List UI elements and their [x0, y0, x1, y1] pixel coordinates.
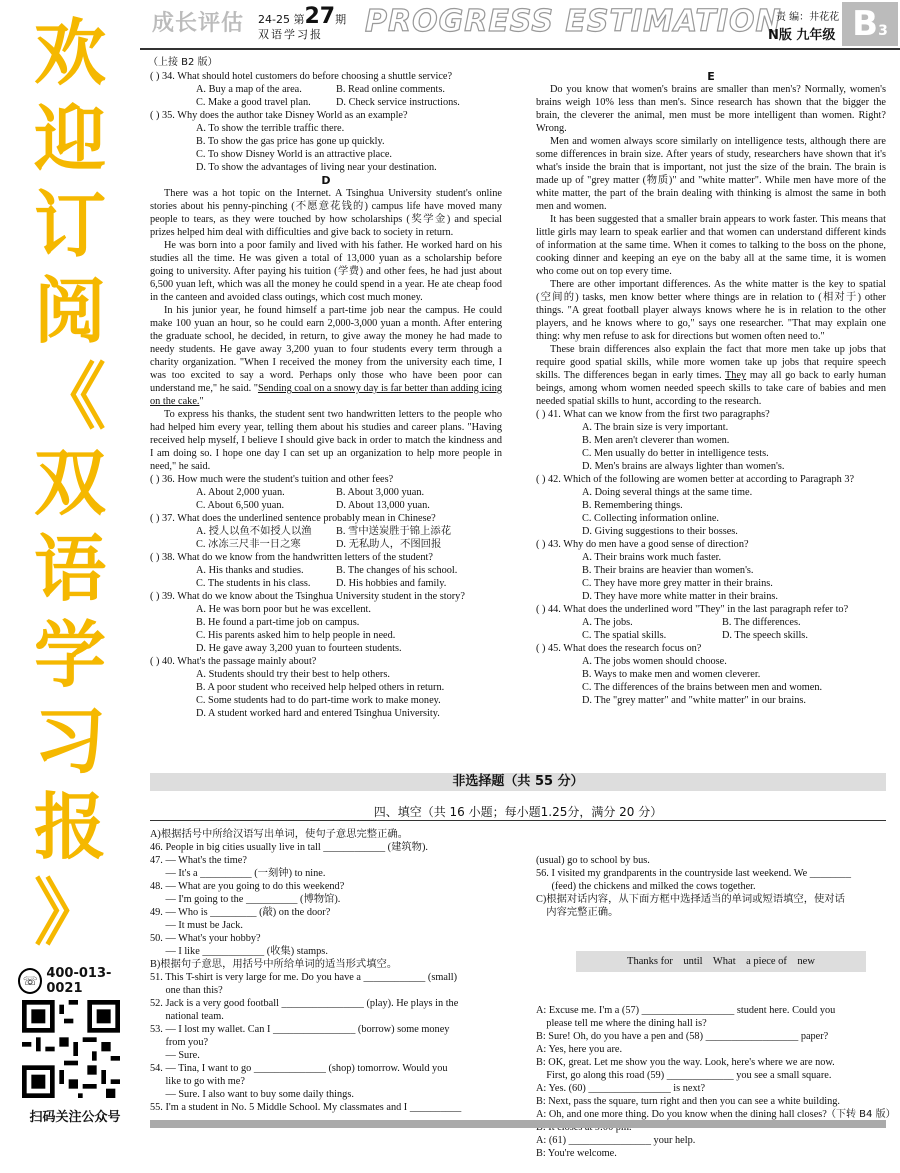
fill-in-line: from you?	[150, 1037, 209, 1048]
paragraph-text: In his junior year, he found himself a part-time job near the campus. He could make 100 yuan an hour, so he could earn 2,000-3,000 yuan a month. After entering the graduate school, he decided, in return, to give away the money he had made to needy students. He gave away 3,200 yuan to four students every term through a charity organization. "When I received the money from the university each time, I was too excited to say a word. Perhaps only those who have been poor can understand me," he said. "	[150, 305, 502, 394]
right-column	[536, 70, 886, 707]
option: D. Giving suggestions to their bosses.	[582, 526, 738, 537]
option: B. Men aren't cleverer than women.	[582, 435, 730, 446]
option: C. Collecting information online.	[582, 513, 719, 524]
option: D. Men's brains are always lighter than women's.	[582, 461, 785, 472]
dialogue-line: B: You're welcome.	[536, 1148, 617, 1159]
option: A. The jobs.	[582, 617, 633, 628]
options-row	[150, 538, 502, 551]
option: A. To show the terrible traffic there.	[196, 123, 345, 134]
passage-d-title: D	[321, 174, 331, 187]
option: B. Ways to make men and women cleverer.	[582, 669, 761, 680]
dialogue-line: First, go along this road (59) _____________ you see a small square.	[536, 1070, 832, 1081]
dialogue	[536, 1004, 886, 1160]
underlined-sentence: Sending coal on a snowy day is far better than adding icing on the cake.	[150, 383, 503, 407]
passage-e-title: E	[707, 70, 715, 83]
slogan-char: 迎	[33, 97, 106, 181]
fill-in-line: national team.	[150, 1011, 224, 1022]
fill-in-line: (usual) go to school by bus.	[536, 855, 650, 866]
fill-in-line: — Sure. I also want to buy some daily things.	[150, 1089, 354, 1100]
fill-in-left-column	[150, 828, 502, 1114]
fill-in-line: 54. — Tina, I want to go ______________ (shop) tomorrow. Would you	[150, 1063, 448, 1074]
option: B. He found a part-time job on campus.	[196, 617, 360, 628]
options-row	[150, 564, 502, 577]
phone-text: 400-013-0021	[46, 966, 112, 996]
page-letter: B	[852, 4, 879, 44]
dialogue-line: A: Yes, here you are.	[536, 1044, 623, 1055]
dialogue-line: A: (61) ________________ your help.	[536, 1135, 696, 1146]
option: D. To show the advantages of living near your destination.	[196, 162, 437, 173]
fill-in-line: one than this?	[150, 985, 223, 996]
subsection-title: 四、填空（共 16 小题；每小题1.25分，满分 20 分）	[150, 803, 886, 821]
passage-paragraph	[536, 343, 886, 408]
fill-in-line: B)根据句子意思，用括号中所给单词的适当形式填空。	[150, 959, 398, 970]
option: A. Doing several things at the same time.	[582, 487, 753, 498]
option: C. The spatial skills.	[582, 630, 667, 641]
options-row	[536, 629, 886, 642]
fill-in-line: — I'm going to the __________ (博物馆).	[150, 894, 341, 905]
paragraph-text: "	[199, 396, 204, 407]
option: B. Remembering things.	[582, 500, 683, 511]
option: A. The jobs women should choose.	[582, 656, 727, 667]
option: D. The "grey matter" and "white matter" in our brains.	[582, 695, 806, 706]
passage-paragraph: To express his thanks, the student sent two handwritten letters to the people who had helped him every year, telling them about his studies and career plans. "Having received help myself, I believe I should give back in order to match the kindness and I am doing so. I hope one day I can set up an organization to help more people in need," he said.	[150, 409, 502, 472]
option: C. Make a good travel plan.	[196, 97, 311, 108]
option: B. About 3,000 yuan.	[336, 487, 425, 498]
passage-paragraph	[150, 304, 502, 408]
left-promo-band	[0, 0, 140, 1131]
option: D. The speech skills.	[722, 630, 808, 641]
slogan-char: 学	[33, 613, 106, 697]
dialogue-line: B: Sure! Oh, do you have a pen and (58) __________________ paper?	[536, 1031, 829, 1042]
option: A. Students should try their best to help others.	[196, 669, 390, 680]
options-row	[150, 486, 502, 499]
fill-in-line: 内容完整正确。	[536, 907, 619, 918]
editor-credit: 责 编：井花花	[776, 12, 840, 23]
question-37: ( ) 37. What does the underlined sentence probably mean in Chinese?	[150, 513, 436, 524]
left-column	[150, 70, 502, 720]
option: C. His parents asked him to help people in need.	[196, 630, 396, 641]
question-43: ( ) 43. Why do men have a good sense of direction?	[536, 539, 749, 550]
passage-paragraph: There was a hot topic on the Internet. A Tsinghua University student's online stories about his penny-pinching (不愿意花钱的) campus life have moved many people to tears, as they were touched by how scholarships (奖学金) and special prizes helped him deal with difficulties and give back to society in return.	[150, 188, 502, 238]
fill-in-line: C)根据对话内容，从下面方框中选择适当的单词或短语填空，使对话	[536, 894, 845, 905]
option: D. His hobbies and family.	[336, 578, 447, 589]
dialogue-line: A: Oh, and one more thing. Do you know when the dining hall closes?	[536, 1109, 827, 1120]
slogan-char: 双	[33, 441, 106, 525]
dialogue-line: A: Excuse me. I'm a (57) __________________ student here. Could you	[536, 1005, 836, 1016]
option: A. He was born poor but he was excellent.	[196, 604, 371, 615]
issue-no: 27	[304, 4, 336, 29]
option: A. The brain size is very important.	[582, 422, 729, 433]
qr-caption: 扫码关注公众号	[29, 1110, 121, 1125]
option: A. Buy a map of the area.	[196, 84, 302, 95]
fill-in-line: — It must be Jack.	[150, 920, 243, 931]
fill-in-line: 56. I visited my grandparents in the countryside last weekend. We ________	[536, 868, 851, 879]
continued-to-note: （下转 B4 版）	[826, 1109, 896, 1120]
paragraph-text: may all go back to early human beings, among whom women needed speech skills to take care of babies and men needed spatial skills to hunt, according to the research.	[536, 370, 887, 407]
fill-in-line: 52. Jack is a very good football ________________ (play). He plays in the	[150, 998, 459, 1009]
paper-name: 双语学习报	[258, 28, 323, 41]
slogan-char: 报	[33, 785, 106, 869]
option: B. The differences.	[722, 617, 801, 628]
option: D. He gave away 3,200 yuan to fourteen students.	[196, 643, 402, 654]
fill-in-line: like to go with me?	[150, 1076, 245, 1087]
option: B. The changes of his school.	[336, 565, 458, 576]
option: B. 雪中送炭胜于锦上添花	[336, 526, 451, 537]
option: D. 无私助人，不图回报	[336, 539, 442, 550]
slogan-char: 习	[33, 699, 106, 783]
fill-in-line: — Sure.	[150, 1050, 200, 1061]
word-choice-box: Thanks for until What a piece of new	[576, 951, 866, 972]
option: D. Check service instructions.	[336, 97, 460, 108]
question-42: ( ) 42. Which of the following are women better at according to Paragraph 3?	[536, 474, 855, 485]
fill-in-line: — I like ____________ (收集) stamps.	[150, 946, 328, 957]
option: A. 授人以鱼不如授人以渔	[196, 526, 312, 537]
phone-number	[18, 966, 140, 996]
option: B. A poor student who received help helped others in return.	[196, 682, 445, 693]
continued-from-note: （上接 B2 版）	[148, 57, 218, 68]
option: B. Their brains are heavier than women's.	[582, 565, 754, 576]
underlined-word: They	[725, 370, 747, 381]
fill-in-line: A)根据括号中所给汉语写出单词，使句子意思完整正确。	[150, 829, 408, 840]
option: A. About 2,000 yuan.	[196, 487, 285, 498]
option: C. 冰冻三尺非一日之寒	[196, 539, 301, 550]
fill-in-line: 46. People in big cities usually live in tall ____________ (建筑物).	[150, 842, 428, 853]
fill-in-line: 48. — What are you going to do this weekend?	[150, 881, 345, 892]
slogan-char: 订	[33, 183, 106, 267]
fill-in-line: 55. I'm a student in No. 5 Middle School. My classmates and I __________	[150, 1102, 462, 1113]
option: C. The differences of the brains between men and women.	[582, 682, 823, 693]
fill-in-line: 49. — Who is _________ (敲) on the door?	[150, 907, 331, 918]
question-44: ( ) 44. What does the underlined word "They" in the last paragraph refer to?	[536, 604, 849, 615]
fill-in-line: 51. This T-shirt is very large for me. Do you have a ____________ (small)	[150, 972, 458, 983]
edition-label: N版 九年级	[768, 28, 836, 43]
slogan-char: 》	[33, 871, 106, 955]
section-title: 非选择题（共 55 分）	[150, 773, 886, 791]
paragraph-text: These brain differences also explain the fact that more men take up jobs that require good spatial skills, while more women take up jobs that require speech skills. The differences began in early times.	[536, 344, 886, 381]
option: D. They have more white matter in their brains.	[582, 591, 778, 602]
options-row	[150, 577, 502, 590]
option: C. About 6,500 yuan.	[196, 500, 285, 511]
option: B. To show the gas price has gone up quickly.	[196, 136, 385, 147]
slogan-char: 欢	[33, 11, 106, 95]
slogan-char: 《	[33, 355, 106, 439]
question-41: ( ) 41. What can we know from the first two paragraphs?	[536, 409, 770, 420]
dialogue-line: A: Yes. (60) ________________ is next?	[536, 1083, 706, 1094]
options-row	[150, 83, 502, 96]
brand-logo: 成长评估	[152, 11, 245, 36]
slogan-char: 语	[33, 527, 106, 611]
footer-bar	[150, 1120, 886, 1128]
passage-paragraph: There are other important differences. As the white matter is the key to spatial (空间的) tasks, men know better where things are in relation to (相对于) other things. "A great football player always knows where he is in relation to the other players, and he knows where to go," says one researcher. "That may explain one thing: why men refuse to ask for directions but women often need to."	[536, 279, 886, 342]
option: C. Some students had to do part-time work to make money.	[196, 695, 441, 706]
fill-in-line: 50. — What's your hobby?	[150, 933, 261, 944]
option: D. A student worked hard and entered Tsinghua University.	[196, 708, 440, 719]
issue-suffix: 期	[335, 13, 347, 26]
question-36: ( ) 36. How much were the student's tuition and other fees?	[150, 474, 394, 485]
fill-in-line: — It's a __________ (一刻钟) to nine.	[150, 868, 326, 879]
fill-in-line: 53. — I lost my wallet. Can I ________________ (borrow) some money	[150, 1024, 450, 1035]
option: A. His thanks and studies.	[196, 565, 304, 576]
dialogue-line: B: OK, great. Let me show you the way. Look, here's where we are now.	[536, 1057, 835, 1068]
options-row	[150, 525, 502, 538]
fill-in-line: (feed) the chickens and milked the cows together.	[536, 881, 756, 892]
phone-icon: ☏	[18, 968, 42, 994]
progress-estimation-title: PROGRESS ESTIMATION	[365, 4, 782, 39]
option: C. To show Disney World is an attractive place.	[196, 149, 392, 160]
dialogue-line: please tell me where the dining hall is?	[536, 1018, 707, 1029]
option: A. Their brains work much faster.	[582, 552, 722, 563]
passage-paragraph: Do you know that women's brains are smaller than men's? Normally, women's brains weigh 10% less than men's. Since research has shown that the bigger the brain, the cleverer the animal, men must be more intelligent than women. Right? Wrong.	[536, 84, 886, 134]
slogan-char: 阅	[33, 269, 106, 353]
page-number: 3	[878, 23, 888, 39]
options-row	[150, 499, 502, 512]
passage-paragraph: Men and women always score similarly on intelligence tests, although there are some differences in brain size. After years of study, researchers have shown that it's what's inside the brain that is important, not just the size of the brain. The brain is made up of "grey matter (物质)" and "white matter". While men have more of the white matter, the part of the brain dealing with thinking is almost the same in both men and women.	[536, 136, 886, 212]
dialogue-line: B: Next, pass the square, turn right and then you can see a white building.	[536, 1096, 840, 1107]
options-row	[150, 96, 502, 109]
option: C. Men usually do better in intelligence tests.	[582, 448, 769, 459]
option: C. They have more grey matter in their brains.	[582, 578, 773, 589]
option: C. The students in his class.	[196, 578, 311, 589]
issue-year: 24-25 第	[258, 13, 305, 26]
fill-in-right-top	[536, 854, 886, 919]
question-40: ( ) 40. What's the passage mainly about?	[150, 656, 317, 667]
question-39: ( ) 39. What do we know about the Tsinghua University student in the story?	[150, 591, 465, 602]
passage-paragraph: It has been suggested that a smaller brain appears to work faster. This means that little girls may learn to speak earlier and that women can understand different kinds of information at the same time. When it comes to talking to the boss on the phone, cooking dinner and keeping an eye on the baby all at the same time, it is women who come out on top every time.	[536, 214, 886, 277]
question-35: ( ) 35. Why does the author take Disney World as an example?	[150, 110, 408, 121]
page-code-badge	[842, 2, 898, 46]
question-45: ( ) 45. What does the research focus on?	[536, 643, 702, 654]
fill-in-line: 47. — What's the time?	[150, 855, 247, 866]
passage-paragraph: He was born into a poor family and lived with his father. He worked hard on his studies all the time. He was given a total of 13,000 yuan as a scholarship before going to university. After paying his tuition (学费) and other fees, he had just about 6,500 yuan left, which was all the money he could spend in a year. He ate cheap food in the canteen and avoided class outings, which cost much money.	[150, 240, 502, 303]
qr-code-image[interactable]	[22, 1000, 120, 1098]
options-row	[536, 616, 886, 629]
option: B. Read online comments.	[336, 84, 445, 95]
question-34: ( ) 34. What should hotel customers do before choosing a shuttle service?	[150, 71, 453, 82]
page-header	[140, 0, 900, 50]
question-38: ( ) 38. What do we know from the handwritten letters of the student?	[150, 552, 433, 563]
subscribe-slogan	[18, 10, 122, 956]
option: D. About 13,000 yuan.	[336, 500, 430, 511]
